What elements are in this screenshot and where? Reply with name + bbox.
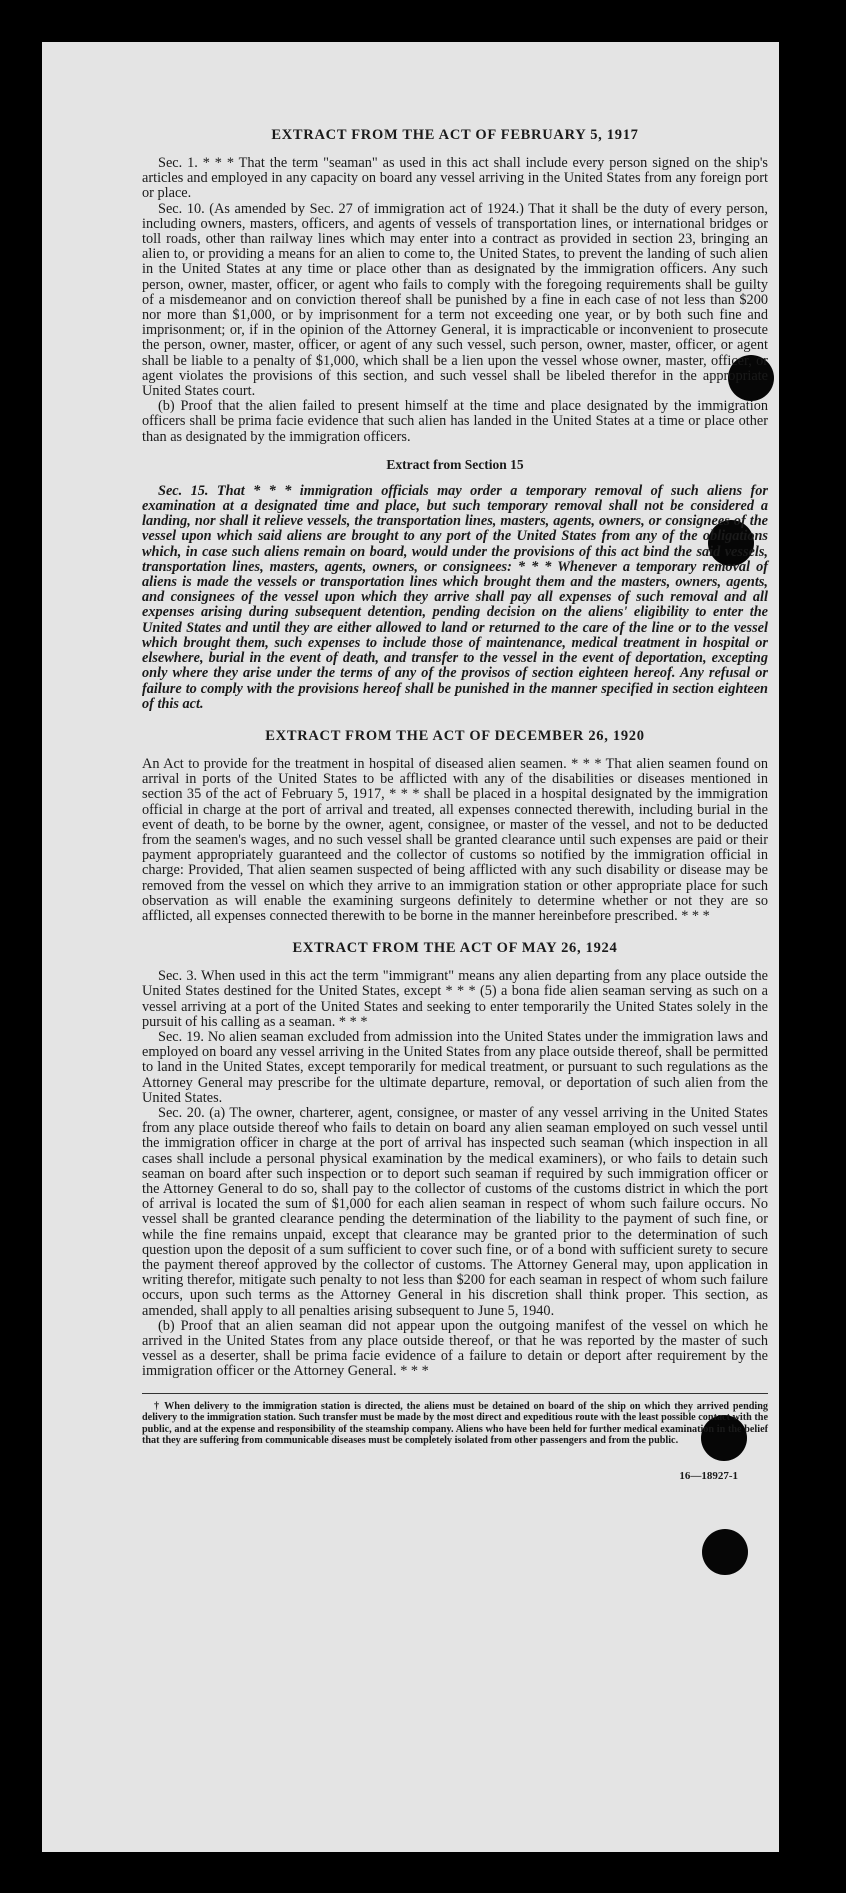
document-body <box>142 127 768 1484</box>
form-code: 16—18927-1 <box>679 1470 738 1482</box>
heading-act-1917: EXTRACT FROM THE ACT OF FEBRUARY 5, 1917 <box>271 127 639 143</box>
heading-section-15: Extract from Section 15 <box>386 456 524 472</box>
heading-act-1920: EXTRACT FROM THE ACT OF DECEMBER 26, 1920 <box>265 727 645 744</box>
section-19-text: Sec. 19. No alien seaman excluded from admission into the United States under the immigration laws and employed on board any vessel arriving in the United States from any place outside thereof, shall be permitted to land in the United States, except temporarily for medical treatment, or pursuant to such regulations as the Attorney General may prescribe for the ultimate departure, removal, or deportation of such alien from the United States. <box>142 1028 768 1106</box>
heading-act-1924: EXTRACT FROM THE ACT OF MAY 26, 1924 <box>292 940 618 957</box>
section-10-text: Sec. 10. (As amended by Sec. 27 of immigration act of 1924.) That it shall be the duty of every person, including owners, masters, officers, and agents of vessels of transportation lines, or international bridges or toll roads, other than railway lines which may enter into a contract as provided in section 23, bringing an alien to, or providing a means for an alien to come to, the United States, to prevent the landing of such alien in the United States at any time or place other than as designated by the immigration officers. Any such person, owner, master, officer, or agent who fails to comply with the foregoing requirements shall be guilty of a misdemeanor and on conviction thereof shall be punished by a fine in each case of not less than $200 nor more than $1,000, or by imprisonment for a term not exceeding one year, or by both such fine and imprisonment; or, if in the opinion of the Attorney General, it is impracticable or inconvenient to prosecute the person, owner, master, officer, or agent of any such vessel, such person, owner, master, officer, or agent shall be liable to a penalty of $1,000, which shall be a lien upon the vessel whose owner, master, officer, or agent violates the provisions of this section, and such vessel shall be libeled therefor in the appropriate United States court. <box>142 200 768 400</box>
section-10b-text: (b) Proof that the alien failed to present himself at the time and place designated by the immigration officers shall be prima facie evidence that such alien has landed in the United States at a time or place other than as designated by the immigration officers. <box>142 398 768 445</box>
section-15-text: Sec. 15. That * * * immigration officials may order a temporary removal of such aliens for examination at a designated time and place, but such temporary removal shall not be considered a landing, nor shall it relieve vessels, the transportation lines, masters, agents, owners, or consignees of the vessel upon which said aliens are brought to any port of the United States from any of the obligations which, in case such aliens remain on board, would under the provisions of this act bind the said vessels, transportation lines, masters, agents, owners, or consignees: * * * Whenever a temporary removal of aliens is made the vessels or transportation lines which brought them and the masters, owners, agents, and consignees of the vessel upon which they arrive shall pay all expenses of such removal and all expenses arising during subsequent detention, pending decision on the aliens' eligibility to enter the United States and until they are either allowed to land or returned to the care of the line or to the vessel which brought them, such expenses to include those of maintenance, medical treatment in hospital or elsewhere, burial in the event of death, and transfer to the vessel in the event of deportation, excepting only where they arise under the terms of any of the provisos of section eighteen hereof. Any refusal or failure to comply with the provisions hereof shall be punished in the manner specified in section eighteen of this act. <box>142 482 768 712</box>
section-20a-text: Sec. 20. (a) The owner, charterer, agent, consignee, or master of any vessel arriving in the United States from any place outside thereof who fails to detain on board any alien seaman employed on such vessel until the immigration officer in charge at the port of arrival has inspected such seaman (which inspection in all cases shall include a personal physical examination by the medical examiners), or who fails to detain such seaman on board after such inspection or to deport such seaman if required by such immigration officer or the Attorney General to do so, shall pay to the collector of customs of the customs district in which the port of arrival is located the sum of $1,000 for each alien seaman in respect of whom such failure occurs. No vessel shall be granted clearance pending the determination of the liability to the payment of such fine, or while the fine remains unpaid, except that clearance may be granted prior to the determination of such question upon the deposit of a sum sufficient to cover such fine, or of a bond with sufficient surety to secure the payment thereof approved by the collector of customs. The Attorney General may, upon application in writing therefor, mitigate such penalty to not less than $200 for each seaman in respect of whom such failure occurs, upon such terms as the Attorney General in his discretion shall think proper. This section, as amended, shall apply to all penalties arising subsequent to June 5, 1940. <box>142 1104 768 1319</box>
footnote <box>142 1393 768 1447</box>
footnote-text: † When delivery to the immigration station is directed, the aliens must be detained on board of the ship on which they arrived pending delivery to the immigration station. Such transfer must be made by the most direct and expeditious route with the least possible contact with the public, and at the expense and responsibility of the steamship company. Aliens who have been held for further medical examination in the belief that they are suffering from communicable diseases must be completely isolated from other passengers and from the public. <box>142 1400 768 1447</box>
punch-hole <box>702 1529 748 1575</box>
section-1-text: Sec. 1. * * * That the term "seaman" as used in this act shall include every person signed on the ship's articles and employed in any capacity on board any vessel arriving in the United States from any foreign port or place. <box>142 155 768 202</box>
document-page <box>42 42 779 1852</box>
section-20b-text: (b) Proof that an alien seaman did not appear upon the outgoing manifest of the vessel on which he arrived in the United States from any place outside thereof, or that he was reported by the master of such vessel as a deserter, shall be prima facie evidence of a failure to detain or deport after requirement by the immigration officer or the Attorney General. * * * <box>142 1317 768 1380</box>
act-1920-text: An Act to provide for the treatment in hospital of diseased alien seamen. * * * That alien seamen found on arrival in ports of the United States to be afflicted with any of the disabilities or diseases mentioned in section 35 of the act of February 5, 1917, * * * shall be placed in a hospital designated by the immigration official in charge at the port of arrival and treated, all expenses connected therewith, including burial in the event of death, to be borne by the owner, agent, consignee, or master of the vessel, and not to be deducted from the seamen's wages, and no such vessel shall be granted clearance until such expenses are paid or their payment appropriately guaranteed and the collector of customs so notified by the immigration official in charge: Provided, That alien seamen suspected of being afflicted with any such disability or disease may be removed from the vessel on which they arrive to an immigration station or other appropriate place for such observation as will enable the examining surgeons definitely to determine whether or not they are so afflicted, all expenses connected therewith to be borne in the manner hereinbefore prescribed. * * * <box>142 755 768 924</box>
section-3-text: Sec. 3. When used in this act the term "immigrant" means any alien departing from any place outside the United States destined for the United States, except * * * (5) a bona fide alien seaman serving as such on a vessel arriving at a port of the United States and seeking to enter temporarily the United States solely in the pursuit of his calling as a seaman. * * * <box>142 968 768 1030</box>
